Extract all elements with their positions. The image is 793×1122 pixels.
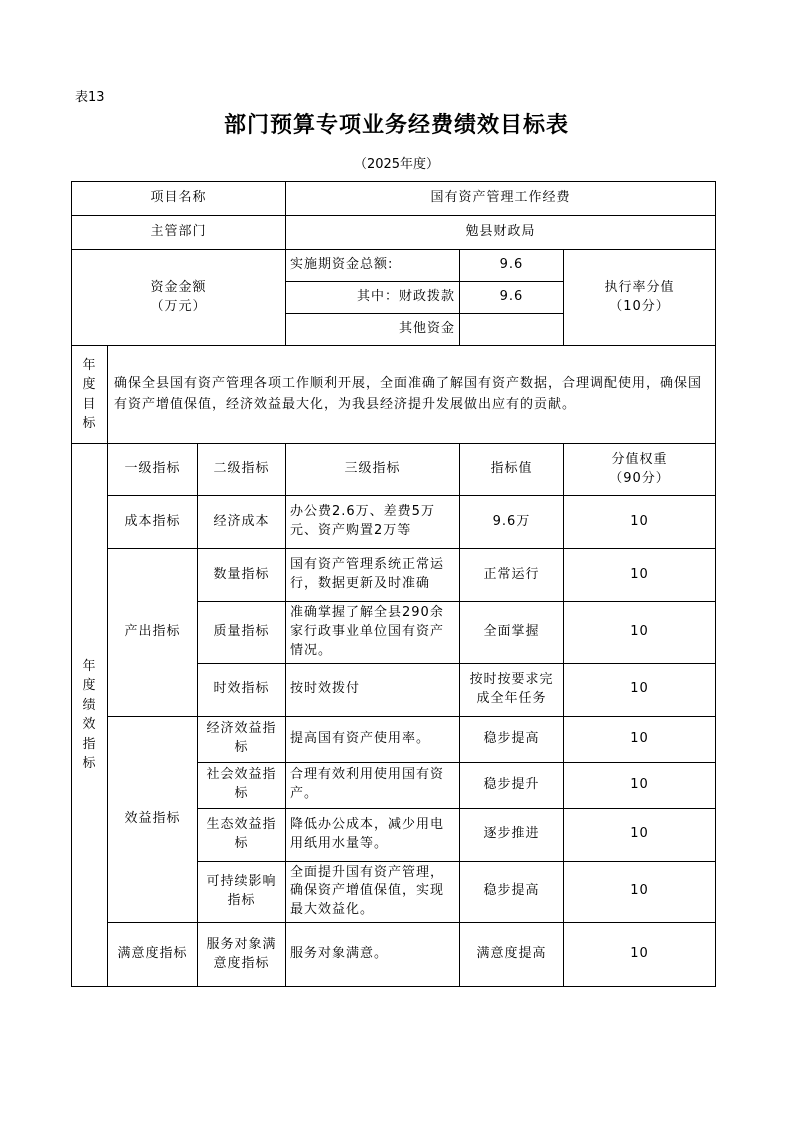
goal-label-cell: [72, 346, 108, 444]
weight-cell: 10: [564, 716, 716, 762]
weight-cell: 10: [564, 549, 716, 602]
page-title: 部门预算专项业务经费绩效目标表: [223, 112, 569, 138]
value-cell: 按时按要求完成全年任务: [460, 663, 564, 716]
total-funds-label: 实施期资金总额:: [286, 250, 460, 282]
level1-cost: 成本指标: [108, 496, 198, 549]
weight-cell: 10: [564, 762, 716, 808]
value-cell: 正常运行: [460, 549, 564, 602]
level2-cell: 数量指标: [198, 549, 286, 602]
header-weight-sub: （90分）: [609, 470, 670, 486]
level3-cell: 办公费2.6万、差费5万元、资产购置2万等: [286, 496, 460, 549]
weight-cell: 10: [564, 808, 716, 861]
goal-text: 确保全县国有资产管理各项工作顺利开展，全面准确了解国有资产数据，合理调配使用，确保国有资产增值保值，经济效益最大化，为我县经济提升发展做出应有的贡献。: [108, 346, 716, 444]
funds-label-cell: [72, 250, 286, 346]
level2-cell: 服务对象满意度指标: [198, 923, 286, 987]
department-label: 主管部门: [72, 216, 286, 250]
level2-cell: 经济效益指标: [198, 716, 286, 762]
level2-cell: 质量指标: [198, 602, 286, 664]
level2-cell: 经济成本: [198, 496, 286, 549]
table-row: [72, 716, 716, 762]
header-level3: 三级指标: [286, 444, 460, 496]
weight-cell: 10: [564, 861, 716, 923]
level3-cell: 按时效拨付: [286, 663, 460, 716]
value-cell: 全面掌握: [460, 602, 564, 664]
funds-unit: （万元）: [150, 298, 207, 314]
project-name-value: 国有资产管理工作经费: [286, 182, 716, 216]
header-value: 指标值: [460, 444, 564, 496]
header-level1: 一级指标: [108, 444, 198, 496]
exec-rate-label: 执行率分值: [604, 279, 675, 295]
indicators-label-cell: [72, 444, 108, 987]
performance-table: [71, 181, 716, 987]
header-weight: [564, 444, 716, 496]
funds-label: 资金金额: [150, 279, 207, 295]
value-cell: 满意度提高: [460, 923, 564, 987]
level2-cell: 可持续影响指标: [198, 861, 286, 923]
level2-cell: 时效指标: [198, 663, 286, 716]
level2-cell: 生态效益指标: [198, 808, 286, 861]
level1-output: 产出指标: [108, 549, 198, 717]
level3-cell: 降低办公成本，减少用电用纸用水量等。: [286, 808, 460, 861]
exec-rate-cell: [564, 250, 716, 346]
value-cell: 稳步提高: [460, 716, 564, 762]
indicator-header-row: [72, 444, 716, 496]
header-weight-label: 分值权重: [611, 451, 668, 467]
weight-cell: 10: [564, 663, 716, 716]
project-name-row: [72, 182, 716, 216]
year-subtitle: （2025年度）: [353, 157, 440, 172]
table-row: [72, 923, 716, 987]
goal-label: 年度目标: [82, 357, 97, 431]
level3-cell: 全面提升国有资产管理，确保资产增值保值，实现最大效益化。: [286, 861, 460, 923]
indicators-label: 年度绩效指标: [82, 658, 97, 772]
level3-cell: 提高国有资产使用率。: [286, 716, 460, 762]
funds-row-total: [72, 250, 716, 282]
other-funds-label: 其他资金: [286, 314, 460, 346]
table-row: [72, 496, 716, 549]
level1-benefit: 效益指标: [108, 716, 198, 923]
level3-cell: 合理有效利用使用国有资产。: [286, 762, 460, 808]
header-level2: 二级指标: [198, 444, 286, 496]
department-value: 勉县财政局: [286, 216, 716, 250]
level3-cell: 服务对象满意。: [286, 923, 460, 987]
goal-row: [72, 346, 716, 444]
value-cell: 稳步提升: [460, 762, 564, 808]
value-cell: 9.6万: [460, 496, 564, 549]
other-funds-value: [460, 314, 564, 346]
level1-satisfaction: 满意度指标: [108, 923, 198, 987]
level3-cell: 准确掌握了解全县290余家行政事业单位国有资产情况。: [286, 602, 460, 664]
weight-cell: 10: [564, 496, 716, 549]
project-name-label: 项目名称: [72, 182, 286, 216]
exec-rate-score: （10分）: [609, 298, 670, 314]
total-funds-value: 9.6: [460, 250, 564, 282]
value-cell: 稳步提高: [460, 861, 564, 923]
value-cell: 逐步推进: [460, 808, 564, 861]
level2-cell: 社会效益指标: [198, 762, 286, 808]
weight-cell: 10: [564, 602, 716, 664]
fiscal-funds-label: 其中：财政拨款: [286, 282, 460, 314]
table-number: 表13: [75, 90, 105, 105]
weight-cell: 10: [564, 923, 716, 987]
level3-cell: 国有资产管理系统正常运行，数据更新及时准确: [286, 549, 460, 602]
table-row: [72, 549, 716, 602]
department-row: [72, 216, 716, 250]
fiscal-funds-value: 9.6: [460, 282, 564, 314]
